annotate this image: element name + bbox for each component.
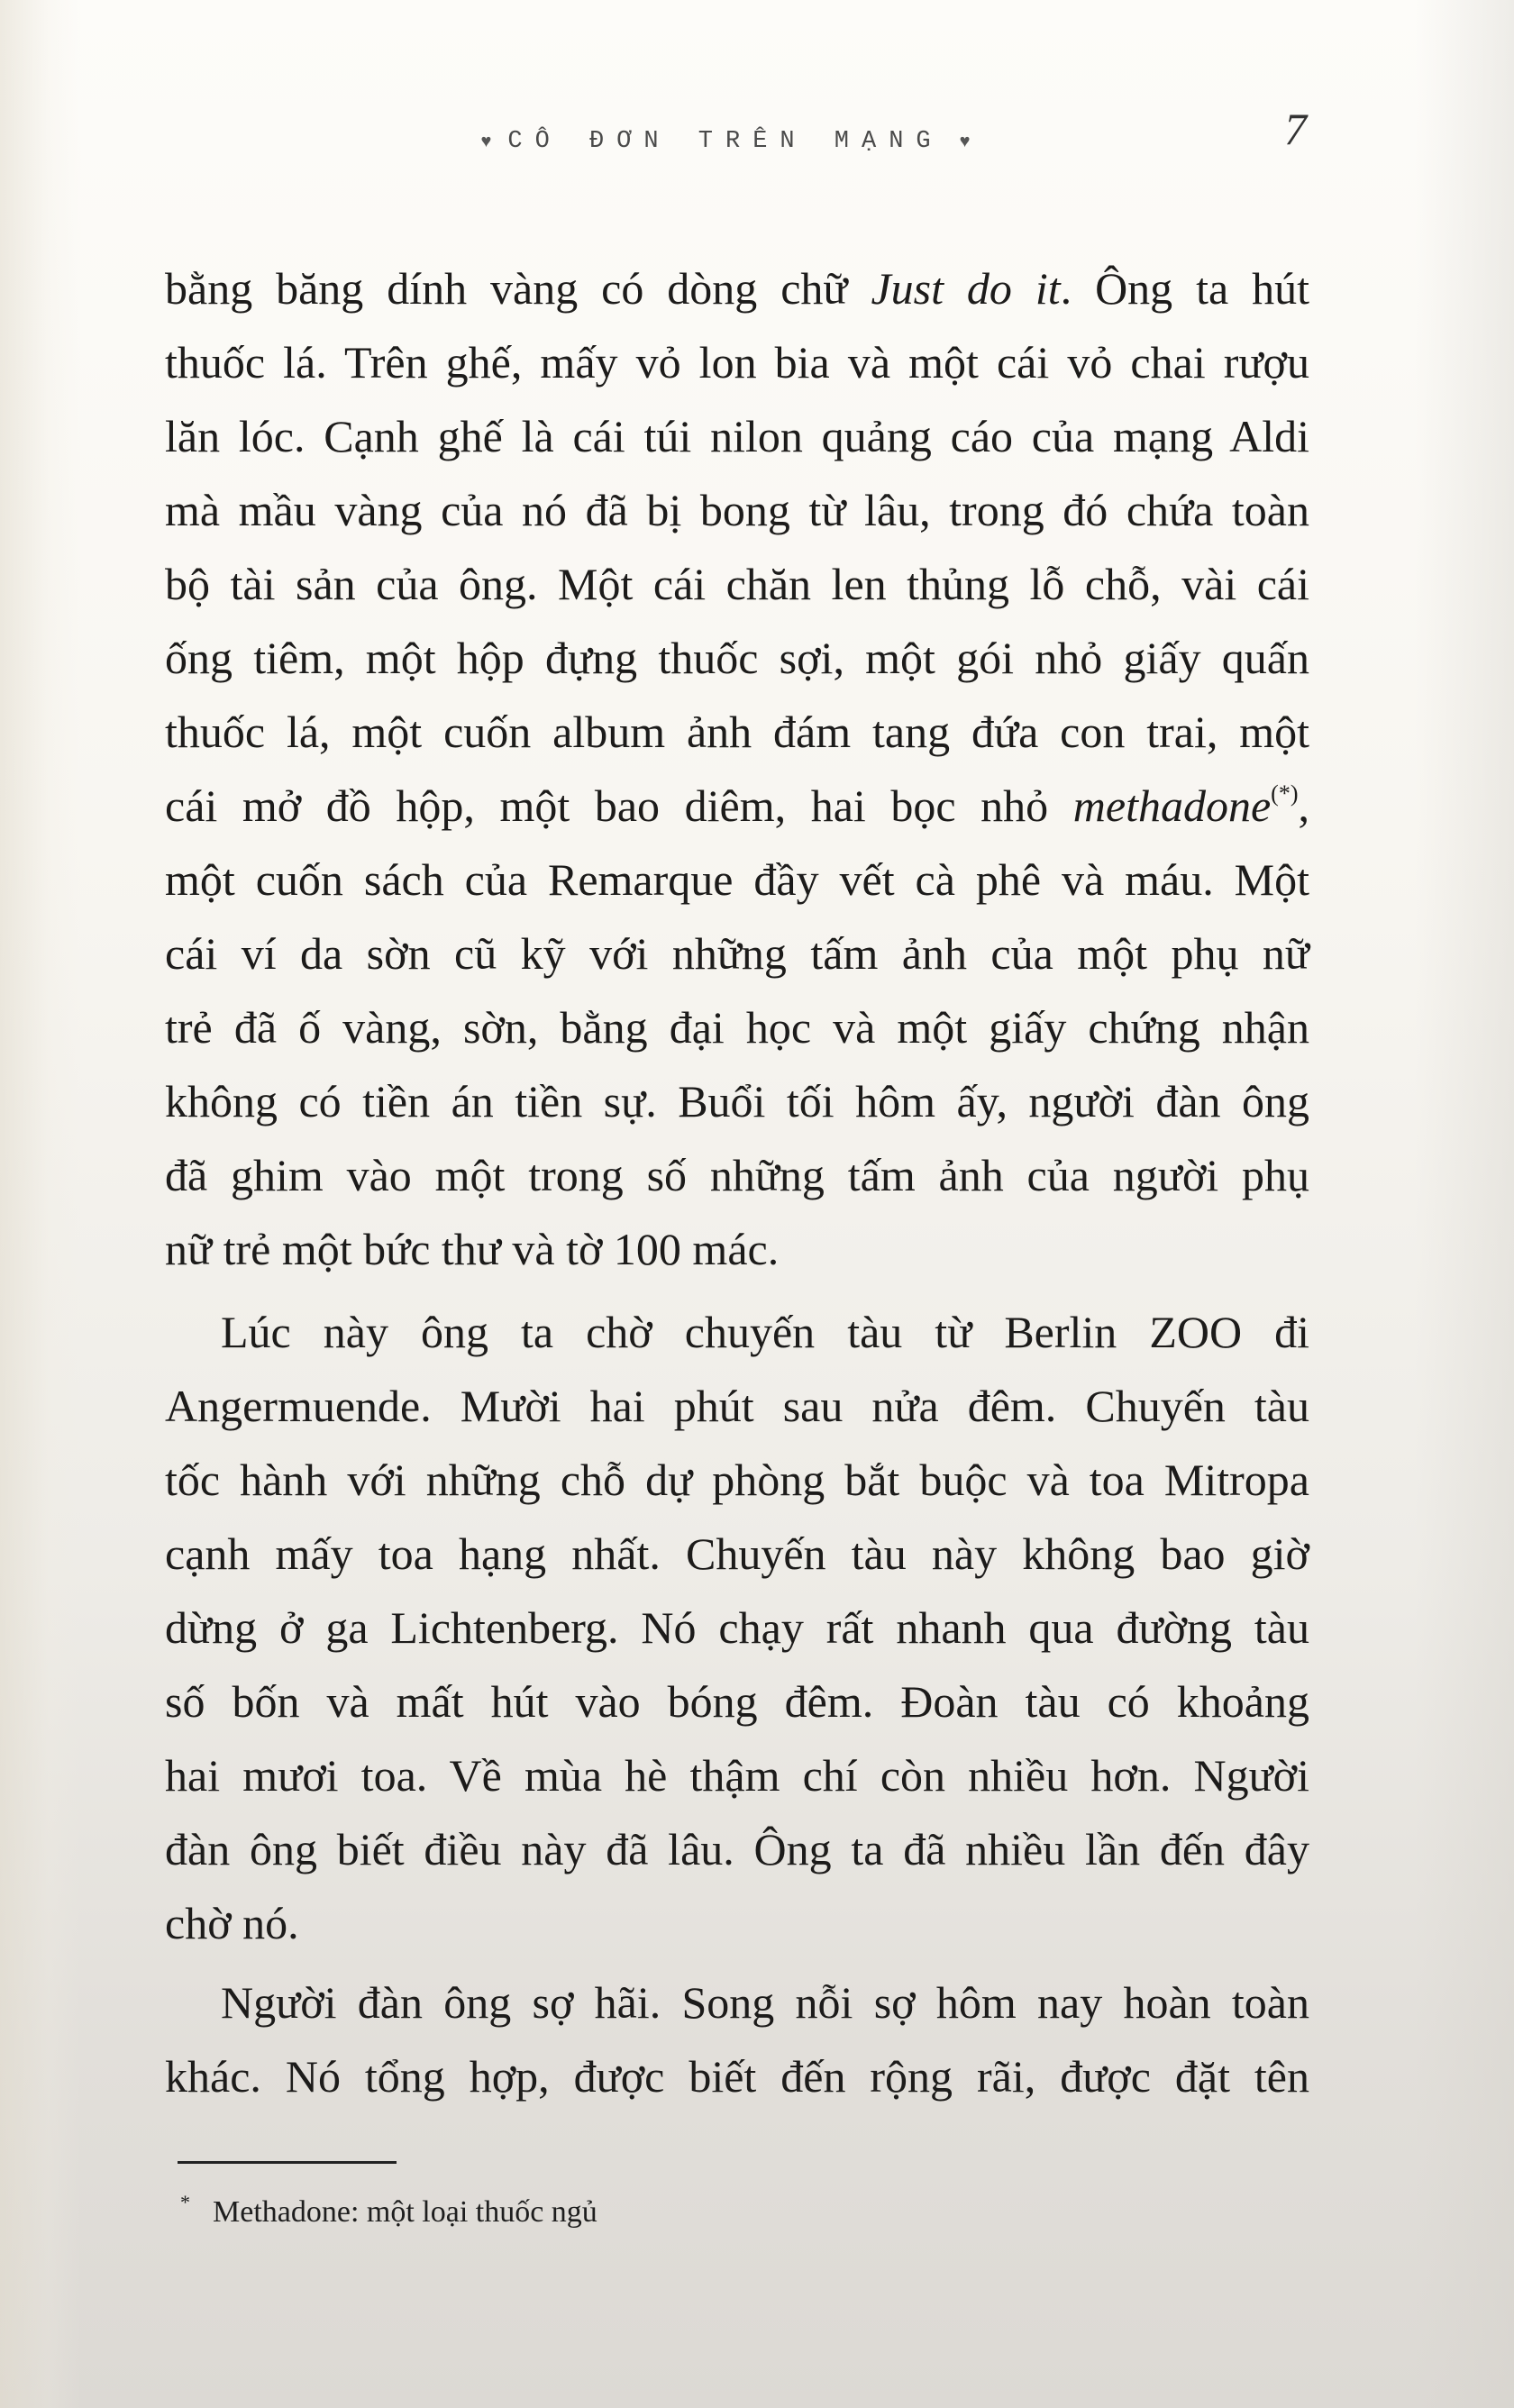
text-line: khác. Nó tổng hợp, được biết đến rộng rãi, được đặt tên <box>165 2051 1309 2102</box>
text-line: đã ghim vào một trong số những tấm ảnh của người phụ <box>165 1150 1309 1200</box>
text-line: Người đàn ông sợ hãi. Song nỗi sợ hôm nay hoàn toàn <box>221 1977 1309 2028</box>
running-header <box>469 119 982 164</box>
text-line: Angermuende. Mười hai phút sau nửa đêm. Chuyến tàu <box>165 1381 1309 1431</box>
heart-ornament-icon: ♥ <box>959 132 971 151</box>
text-span: cái mở đồ hộp, một bao diêm, hai bọc nhỏ <box>165 780 1073 831</box>
footnote-divider <box>178 2161 397 2164</box>
italic-phrase: Just do it <box>871 263 1061 314</box>
text-line: một cuốn sách của Remarque đầy vết cà phê và máu. Một <box>165 854 1309 905</box>
text-line: dừng ở ga Lichtenberg. Nó chạy rất nhanh qua đường tàu <box>165 1602 1309 1653</box>
footnote <box>180 2183 597 2232</box>
text-line: số bốn và mất hút vào bóng đêm. Đoàn tàu có khoảng <box>165 1676 1309 1727</box>
text-line: Lúc này ông ta chờ chuyến tàu từ Berlin ZOO đi <box>221 1307 1309 1357</box>
text-span: bằng băng dính vàng có dòng chữ <box>165 263 871 314</box>
heart-ornament-icon: ♥ <box>480 132 492 151</box>
text-line: không có tiền án tiền sự. Buổi tối hôm ấy, người đàn ông <box>165 1076 1309 1126</box>
page-edge-shadow-right <box>1415 0 1514 2408</box>
text-line <box>165 779 1309 833</box>
text-line: bộ tài sản của ông. Một cái chăn len thủng lỗ chỗ, vài cái <box>165 559 1309 609</box>
text-line: tốc hành với những chỗ dự phòng bắt buộc và toa Mitropa <box>165 1455 1309 1505</box>
text-line: lăn lóc. Cạnh ghế là cái túi nilon quảng cáo của mạng Aldi <box>165 411 1309 461</box>
text-line: thuốc lá. Trên ghế, mấy vỏ lon bia và một cái vỏ chai rượu <box>165 337 1309 388</box>
text-line: chờ nó. <box>165 1898 299 1948</box>
footnote-reference[interactable]: (*) <box>1271 780 1299 807</box>
footnote-text: Methadone: một loại thuốc ngủ <box>213 2195 597 2229</box>
page-number: 7 <box>1284 104 1307 154</box>
text-line: trẻ đã ố vàng, sờn, bằng đại học và một giấy chứng nhận <box>165 1002 1309 1053</box>
text-line <box>165 261 1309 315</box>
text-line: mà mầu vàng của nó đã bị bong từ lâu, trong đó chứa toàn <box>165 485 1309 535</box>
page-edge-shadow-left <box>0 0 81 2408</box>
text-span: . Ông ta hút <box>1060 263 1310 314</box>
running-title: CÔ ĐƠN TRÊN MẠNG <box>507 128 944 155</box>
text-line: thuốc lá, một cuốn album ảnh đám tang đứa con trai, một <box>165 707 1309 757</box>
text-line: cái ví da sờn cũ kỹ với những tấm ảnh của một phụ nữ <box>165 928 1309 979</box>
text-line: đàn ông biết điều này đã lâu. Ông ta đã nhiều lần đến đây <box>165 1824 1309 1874</box>
text-line: cạnh mấy toa hạng nhất. Chuyến tàu này không bao giờ <box>165 1528 1309 1579</box>
footnote-marker: * <box>180 2191 190 2213</box>
italic-phrase: methadone <box>1072 780 1272 831</box>
text-span: , <box>1298 780 1309 831</box>
text-line: ống tiêm, một hộp đựng thuốc sợi, một gói nhỏ giấy quấn <box>165 633 1309 683</box>
text-line: hai mươi toa. Về mùa hè thậm chí còn nhiều hơn. Người <box>165 1750 1309 1801</box>
text-line: nữ trẻ một bức thư và tờ 100 mác. <box>165 1224 780 1274</box>
